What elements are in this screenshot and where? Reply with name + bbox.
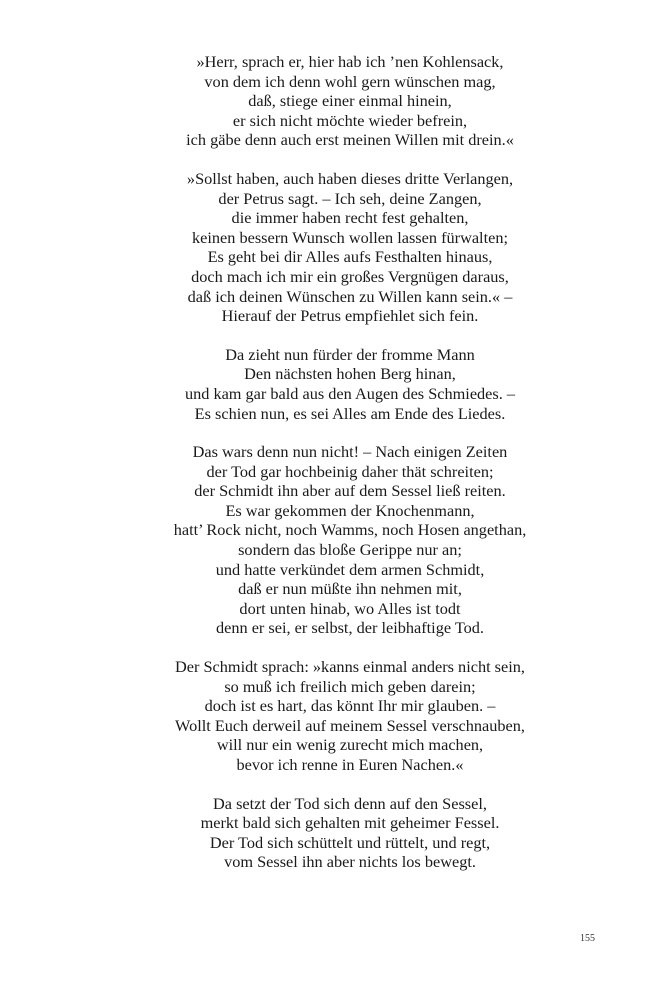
verse-line: Es schien nun, es sei Alles am Ende des Liedes.: [194, 403, 506, 423]
verse-line: Der Schmidt sprach: »kanns einmal anders nicht sein,: [175, 657, 525, 677]
verse-line: der Petrus sagt. – Ich seh, deine Zangen,: [218, 188, 482, 208]
stanza: [0, 442, 660, 638]
verse-line: Es war gekommen der Knochenmann,: [225, 500, 475, 520]
stanza: [0, 169, 660, 326]
verse-line: merkt bald sich gehalten mit geheimer Fessel.: [200, 813, 500, 833]
verse-line: daß ich deinen Wünschen zu Willen kann sein.« –: [187, 286, 513, 306]
verse-line: Es geht bei dir Alles aufs Festhalten hinaus,: [207, 247, 493, 267]
verse-line: Da setzt der Tod sich denn auf den Sessel,: [213, 793, 487, 813]
verse-line: doch mach ich mir ein großes Vergnügen daraus,: [191, 266, 509, 286]
verse-line: so muß ich freilich mich geben darein;: [224, 676, 476, 696]
stanza: [0, 794, 660, 872]
verse-line: keinen bessern Wunsch wollen lassen fürwalten;: [192, 227, 508, 247]
verse-line: doch ist es hart, das könnt Ihr mir glauben. –: [204, 696, 496, 716]
page-number: 155: [580, 933, 595, 944]
verse-line: daß, stiege einer einmal hinein,: [248, 91, 452, 111]
verse-line: Hierauf der Petrus empfiehlet sich fein.: [221, 306, 479, 326]
stanza: [0, 52, 660, 150]
poem-body: [0, 52, 660, 872]
verse-line: der Schmidt ihn aber auf dem Sessel ließ reiten.: [194, 481, 506, 501]
verse-line: von dem ich denn wohl gern wünschen mag,: [204, 71, 496, 91]
poem-page: [0, 52, 660, 891]
stanza: [0, 345, 660, 423]
verse-line: der Tod gar hochbeinig daher thät schreiten;: [206, 461, 494, 481]
verse-line: ich gäbe denn auch erst meinen Willen mit drein.«: [186, 130, 514, 150]
verse-line: will nur ein wenig zurecht mich machen,: [216, 735, 484, 755]
verse-line: bevor ich renne in Euren Nachen.«: [236, 755, 464, 774]
verse-line: »Sollst haben, auch haben dieses dritte Verlangen,: [186, 168, 514, 188]
verse-line: und hatte verkündet dem armen Schmidt,: [215, 559, 485, 579]
verse-line: »Herr, sprach er, hier hab ich ’nen Kohlensack,: [196, 52, 504, 71]
verse-line: und kam gar bald aus den Augen des Schmiedes. –: [184, 383, 516, 403]
verse-line: denn er sei, er selbst, der leibhaftige Tod.: [215, 618, 485, 638]
verse-line: vom Sessel ihn aber nichts los bewegt.: [224, 852, 476, 872]
verse-line: Das wars denn nun nicht! – Nach einigen Zeiten: [192, 442, 508, 462]
verse-line: daß er nun müßte ihn nehmen mit,: [238, 579, 462, 599]
verse-line: Da zieht nun fürder der fromme Mann: [225, 344, 475, 364]
stanza: [0, 657, 660, 775]
verse-line: Wollt Euch derweil auf meinem Sessel verschnauben,: [175, 715, 525, 735]
verse-line: die immer haben recht fest gehalten,: [231, 208, 469, 228]
verse-line: er sich nicht möchte wieder befrein,: [232, 110, 468, 130]
verse-line: Der Tod sich schüttelt und rüttelt, und regt,: [209, 832, 491, 852]
verse-line: hatt’ Rock nicht, noch Wamms, noch Hosen angethan,: [173, 520, 527, 540]
verse-line: dort unten hinab, wo Alles ist todt: [239, 598, 461, 618]
verse-line: sondern das bloße Gerippe nur an;: [238, 540, 462, 560]
verse-line: Den nächsten hohen Berg hinan,: [244, 364, 456, 384]
